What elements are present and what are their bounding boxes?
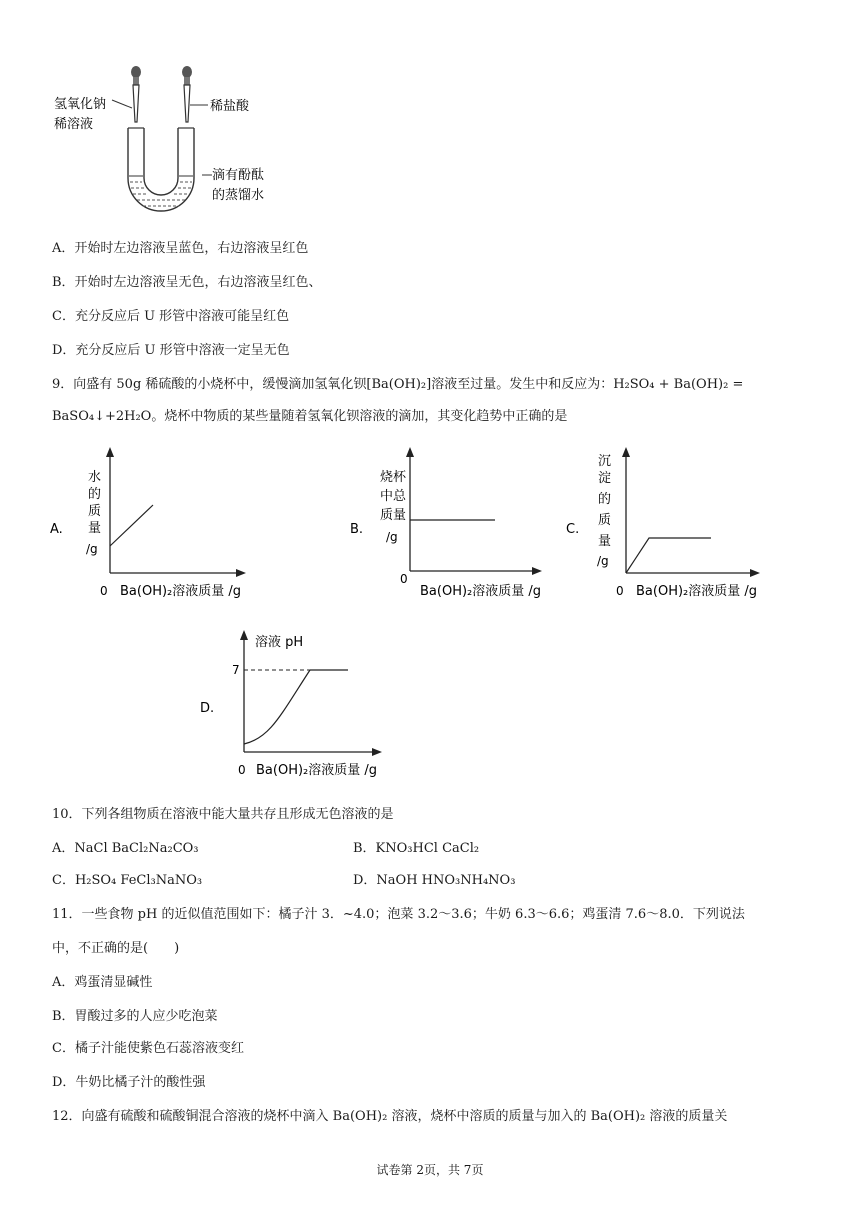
naoh-label-2: 稀溶液 [54, 117, 94, 132]
graph-d-letter: D. [200, 701, 215, 716]
graph-c-letter: C. [566, 522, 580, 537]
graph-c-ylabel-2: 淀 [598, 471, 612, 486]
water-label-2: 的蒸馏水 [212, 188, 265, 203]
graph-d-ylabel: 溶液 pH [255, 635, 304, 650]
q11-option-a: A．鸡蛋清显碱性 [52, 975, 153, 990]
q8-option-c: C．充分反应后 U 形管中溶液可能呈红色 [52, 309, 290, 324]
graph-b-ylabel-3: 质量 [380, 508, 407, 523]
u-tube-icon [128, 128, 194, 211]
q8-option-b: B．开始时左边溶液呈无色，右边溶液呈红色、 [52, 275, 322, 290]
graph-c-xlabel: Ba(OH)₂溶液质量 /g [636, 584, 758, 599]
graph-c-ylabel-6: /g [597, 554, 609, 568]
q10-option-a: A．NaCl BaCl₂Na₂CO₃ [52, 841, 199, 856]
graph-c-origin: 0 [616, 584, 624, 598]
graph-b-letter: B. [350, 522, 364, 537]
graph-a-ylabel-5: /g [86, 542, 98, 556]
graph-a-ylabel-4: 量 [88, 521, 102, 536]
q10-option-b: B．KNO₃HCl CaCl₂ [353, 841, 480, 856]
water-label: 滴有酚酞 [212, 168, 265, 183]
graph-d-tick7: 7 [232, 663, 240, 677]
graph-a-letter: A. [50, 522, 63, 537]
graph-c-ylabel-5: 量 [598, 534, 612, 549]
graph-c-ylabel-3: 的 [598, 492, 612, 507]
q8-option-d: D．充分反应后 U 形管中溶液一定呈无色 [52, 343, 290, 358]
q12-stem-line1: 12．向盛有硫酸和硫酸铜混合溶液的烧杯中滴入 Ba(OH)₂ 溶液，烧杯中溶质的质量与加入的 Ba(OH)₂ 溶液的质量关 [52, 1109, 728, 1124]
graph-d-curve [244, 670, 310, 744]
graph-a-ylabel-1: 水 [88, 470, 102, 485]
graph-b-xlabel: Ba(OH)₂溶液质量 /g [420, 584, 542, 599]
graph-d-xlabel: Ba(OH)₂溶液质量 /g [256, 763, 378, 778]
q9-stem-line1: 9．向盛有 50g 稀硫酸的小烧杯中，缓慢滴加氢氧化钡[Ba(OH)₂]溶液至过量。发生中和反应为：H₂SO₄ + Ba(OH)₂ = [52, 377, 744, 392]
q9-stem-line2: BaSO₄↓+2H₂O。烧杯中物质的某些量随着氢氧化钡溶液的滴加，其变化趋势中正确的是 [52, 409, 568, 424]
right-dropper-icon [182, 66, 192, 122]
hcl-label: 稀盐酸 [210, 99, 250, 114]
q8-option-a: A．开始时左边溶液呈蓝色，右边溶液呈红色 [52, 241, 309, 256]
graph-b-origin: 0 [400, 572, 408, 586]
q11-stem-line1: 11．一些食物 pH 的近似值范围如下：橘子汁 3．~4.0；泡菜 3.2～3.6；牛奶 6.3～6.6；鸡蛋清 7.6～8.0．下列说法 [52, 907, 745, 922]
q10-option-c: C．H₂SO₄ FeCl₃NaNO₃ [52, 873, 203, 888]
q11-option-b: B．胃酸过多的人应少吃泡菜 [52, 1009, 218, 1024]
graph-a-xlabel: Ba(OH)₂溶液质量 /g [120, 584, 242, 599]
graph-a-ylabel-2: 的 [88, 487, 102, 502]
graph-c-line [626, 538, 711, 573]
graph-c [566, 445, 776, 605]
q10-option-d: D．NaOH HNO₃NH₄NO₃ [353, 873, 516, 888]
graph-a-line [110, 505, 153, 546]
q11-option-c: C．橘子汁能使紫色石蕊溶液变红 [52, 1041, 244, 1056]
graph-b [350, 445, 560, 605]
graph-b-ylabel-1: 烧杯 [380, 470, 407, 485]
q11-stem-line2: 中，不正确的是( ) [52, 941, 180, 956]
q10-stem: 10．下列各组物质在溶液中能大量共存且形成无色溶液的是 [52, 807, 394, 822]
page-footer: 试卷第 2页，共 7页 [376, 1163, 484, 1177]
q11-option-d: D．牛奶比橘子汁的酸性强 [52, 1075, 206, 1090]
graph-d-origin: 0 [238, 763, 246, 777]
graph-b-ylabel-2: 中总 [380, 489, 407, 504]
graph-b-ylabel-4: /g [386, 530, 398, 544]
u-tube-apparatus [40, 60, 300, 220]
graph-c-ylabel-4: 质 [598, 513, 612, 528]
left-dropper-icon [131, 66, 141, 122]
graph-d [200, 626, 400, 784]
graph-c-ylabel-1: 沉 [598, 454, 612, 469]
graph-a-ylabel-3: 质 [88, 504, 102, 519]
graph-a-origin: 0 [100, 584, 108, 598]
graph-a [50, 445, 260, 605]
naoh-label: 氢氧化钠 [54, 97, 107, 112]
